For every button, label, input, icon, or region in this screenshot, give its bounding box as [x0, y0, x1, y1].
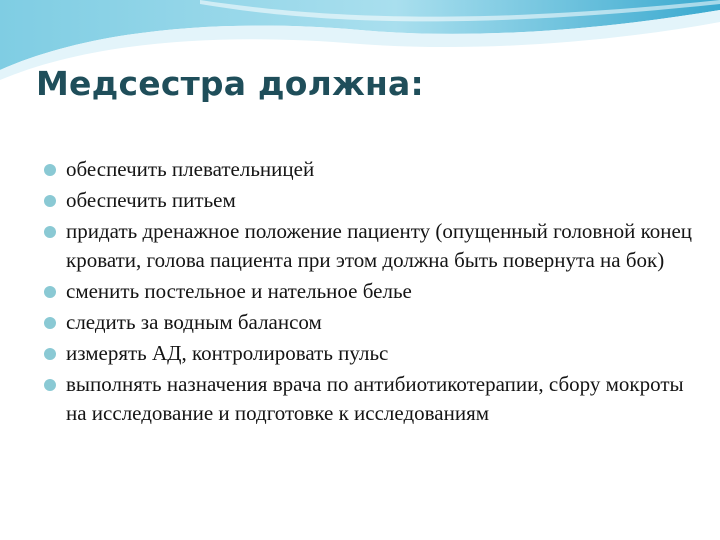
bullet-dot-icon [44, 286, 56, 298]
bullet-text: придать дренажное положение пациенту (опущенный головной конец кровати, голова пациента при этом должна быть повернута на бок) [66, 219, 693, 272]
bullet-text: следить за водным балансом [66, 310, 322, 334]
bullet-dot-icon [44, 195, 56, 207]
bullet-item-drink [44, 186, 694, 215]
bullet-item-doctor-orders [44, 370, 694, 428]
bullet-text: сменить постельное и нательное белье [66, 279, 412, 303]
bullet-list [44, 155, 694, 430]
bullet-text: измерять АД, контролировать пульс [66, 341, 389, 365]
bullet-item-blood-pressure [44, 339, 694, 368]
bullet-text: обеспечить плевательницей [66, 157, 315, 181]
bullet-dot-icon [44, 317, 56, 329]
bullet-dot-icon [44, 348, 56, 360]
bullet-item-drainage-position [44, 217, 694, 275]
bullet-text: выполнять назначения врача по антибиотикотерапии, сбору мокроты на исследование и подготовке к исследованиям [66, 372, 684, 425]
bullet-dot-icon [44, 226, 56, 238]
bullet-item-linen-change [44, 277, 694, 306]
bullet-item-water-balance [44, 308, 694, 337]
bullet-dot-icon [44, 164, 56, 176]
slide-title: Медсестра должна: [36, 64, 424, 103]
bullet-text: обеспечить питьем [66, 188, 236, 212]
bullet-item-spittoon [44, 155, 694, 184]
bullet-dot-icon [44, 379, 56, 391]
